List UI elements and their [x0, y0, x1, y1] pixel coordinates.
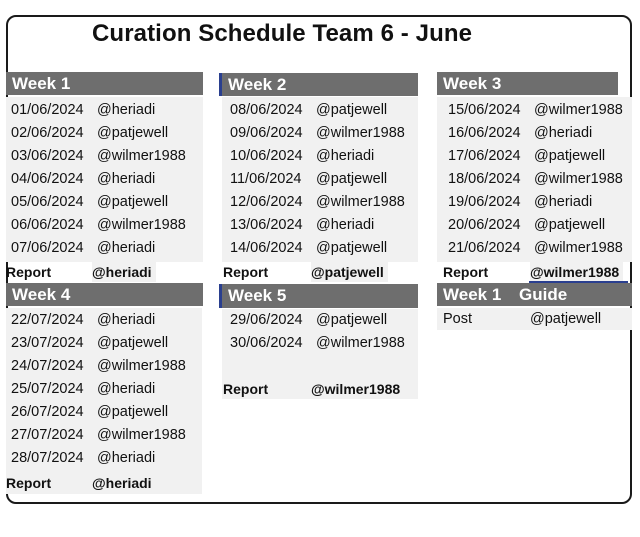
week-3-header: Week 3	[437, 72, 618, 95]
report-user: @heriadi	[92, 262, 156, 282]
row-date: 26/07/2024	[11, 404, 84, 420]
row-user: @wilmer1988	[316, 335, 405, 351]
report-user: @wilmer1988	[530, 262, 623, 282]
row-user: @wilmer1988	[316, 194, 405, 210]
row-date: 14/06/2024	[230, 240, 303, 256]
row-user: @heriadi	[316, 148, 375, 164]
row-user: @patjewell	[97, 125, 169, 141]
report-label: Report	[6, 475, 52, 491]
week-4-block	[6, 283, 218, 495]
row-user: @wilmer1988	[97, 427, 186, 443]
row-item: Post	[443, 311, 473, 327]
row-date: 30/06/2024	[230, 335, 303, 351]
row-user: @wilmer1988	[97, 148, 186, 164]
row-date: 22/07/2024	[11, 312, 84, 328]
week-2-header: Week 2	[219, 73, 418, 96]
report-label: Report	[443, 264, 489, 280]
row-user: @patjewell	[534, 148, 606, 164]
row-user: @heriadi	[97, 450, 156, 466]
row-user: @wilmer1988	[316, 125, 405, 141]
guide-header-week: Week 1	[443, 285, 502, 304]
row-date: 17/06/2024	[448, 148, 521, 164]
report-user: @patjewell	[311, 262, 388, 282]
row-date: 02/06/2024	[11, 125, 84, 141]
row-date: 28/07/2024	[11, 450, 84, 466]
row-user: @heriadi	[534, 125, 593, 141]
row-date: 29/06/2024	[230, 312, 303, 328]
row-user: @heriadi	[97, 171, 156, 187]
row-user: @heriadi	[534, 194, 593, 210]
row-date: 03/06/2024	[11, 148, 84, 164]
row-user: @wilmer1988	[534, 102, 623, 118]
row-date: 08/06/2024	[230, 102, 303, 118]
row-date: 05/06/2024	[11, 194, 84, 210]
report-user: @wilmer1988	[311, 379, 404, 399]
row-user: @patjewell	[530, 311, 602, 327]
week-5-header: Week 5	[219, 284, 418, 308]
week-4-header: Week 4	[6, 283, 203, 306]
row-date: 11/06/2024	[230, 171, 302, 187]
row-user: @wilmer1988	[97, 358, 186, 374]
row-date: 06/06/2024	[11, 217, 84, 233]
row-date: 01/06/2024	[11, 102, 84, 118]
guide-header	[437, 283, 632, 306]
week-1-header: Week 1	[6, 72, 203, 95]
row-date: 16/06/2024	[448, 125, 521, 141]
row-date: 15/06/2024	[448, 102, 521, 118]
row-user: @patjewell	[97, 404, 169, 420]
row-user: @heriadi	[316, 217, 375, 233]
week-3-block	[437, 72, 633, 282]
row-user: @heriadi	[97, 102, 156, 118]
row-user: @patjewell	[97, 194, 169, 210]
report-label: Report	[6, 264, 52, 280]
row-user: @patjewell	[316, 171, 388, 187]
row-user: @patjewell	[97, 335, 169, 351]
row-user: @wilmer1988	[97, 217, 186, 233]
report-label: Report	[223, 264, 269, 280]
row-user: @heriadi	[97, 381, 156, 397]
page-title: Curation Schedule Team 6 - June	[92, 20, 473, 47]
week-2-block	[219, 73, 431, 283]
row-user: @heriadi	[97, 240, 156, 256]
row-user: @patjewell	[316, 102, 388, 118]
row-date: 09/06/2024	[230, 125, 303, 141]
row-date: 25/07/2024	[11, 381, 84, 397]
report-user: @heriadi	[92, 473, 156, 493]
row-date: 10/06/2024	[230, 148, 303, 164]
row-date: 07/06/2024	[11, 240, 84, 256]
row-date: 20/06/2024	[448, 217, 521, 233]
week-1-block	[6, 72, 218, 282]
row-user: @patjewell	[316, 240, 388, 256]
report-label: Report	[223, 381, 269, 397]
row-user: @wilmer1988	[534, 171, 623, 187]
row-date: 18/06/2024	[448, 171, 521, 187]
row-user: @patjewell	[316, 312, 388, 328]
row-date: 23/07/2024	[11, 335, 84, 351]
week-5-block	[219, 283, 431, 403]
guide-block	[437, 283, 633, 333]
row-user: @patjewell	[534, 217, 606, 233]
row-date: 04/06/2024	[11, 171, 84, 187]
row-user: @wilmer1988	[534, 240, 623, 256]
row-date: 24/07/2024	[11, 358, 84, 374]
guide-header-label: Guide	[519, 285, 568, 304]
row-user: @heriadi	[97, 312, 156, 328]
row-date: 19/06/2024	[448, 194, 521, 210]
row-date: 27/07/2024	[11, 427, 84, 443]
row-date: 12/06/2024	[230, 194, 303, 210]
row-date: 21/06/2024	[448, 240, 521, 256]
row-date: 13/06/2024	[230, 217, 303, 233]
